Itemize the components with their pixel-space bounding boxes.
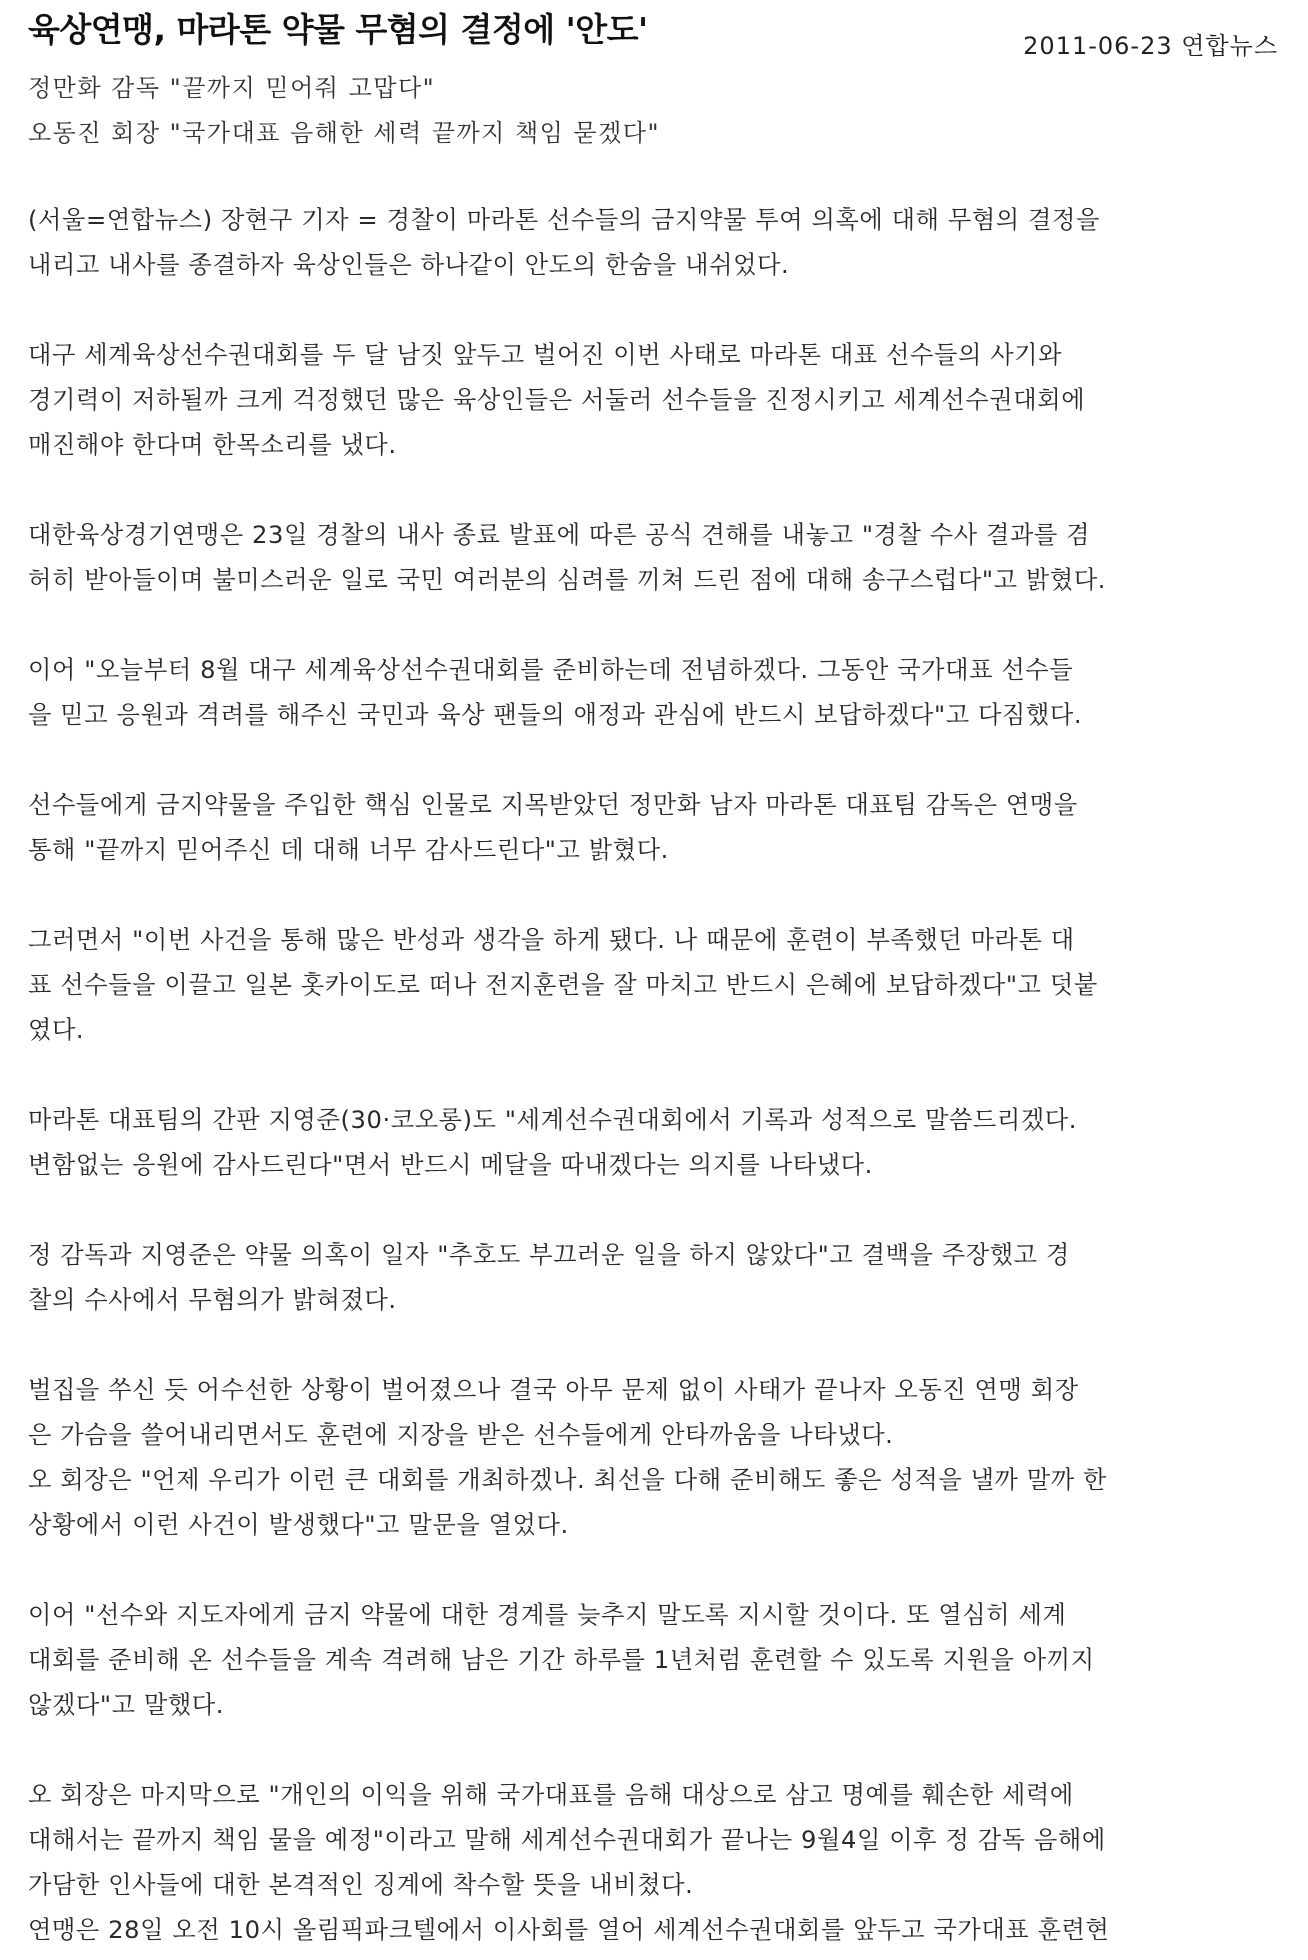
paragraph-line: 허히 받아들이며 불미스러운 일로 국민 여러분의 심려를 끼쳐 드린 점에 대해 송구스럽다"고 밝혔다. bbox=[28, 566, 1107, 594]
subhead: 정만화 감독 "끝까지 믿어줘 고맙다" bbox=[28, 74, 436, 102]
paragraph-line: 연맹은 28일 오전 10시 올림픽파크텔에서 이사회를 열어 세계선수권대회를 앞두고 국가대표 훈련현 bbox=[28, 1916, 1110, 1944]
paragraph-gap bbox=[28, 738, 1286, 783]
paragraph-line: 내리고 내사를 종결하자 육상인들은 하나같이 안도의 한숨을 내쉬었다. bbox=[28, 251, 790, 279]
article-paragraph bbox=[28, 1233, 1286, 1323]
paragraph-line: 통해 "끝까지 믿어주신 데 대해 너무 감사드린다"고 밝혔다. bbox=[28, 836, 669, 864]
paragraph-line: (서울=연합뉴스) 장현구 기자 = 경찰이 마라톤 선수들의 금지약물 투여 의혹에 대해 무혐의 결정을 bbox=[28, 206, 1100, 234]
paragraph-line: 은 가슴을 쓸어내리면서도 훈련에 지장을 받은 선수들에게 안타까움을 나타냈다. bbox=[28, 1421, 894, 1449]
paragraph-gap bbox=[28, 1053, 1286, 1098]
paragraph-line: 대한육상경기연맹은 23일 경찰의 내사 종료 발표에 따른 공식 견해를 내놓고 "경찰 수사 결과를 겸 bbox=[28, 521, 1091, 549]
paragraph-line: 대회를 준비해 온 선수들을 계속 격려해 남은 기간 하루를 1년처럼 훈련할 수 있도록 지원을 아끼지 bbox=[28, 1646, 1095, 1674]
paragraph-gap bbox=[28, 1728, 1286, 1773]
paragraph-line: 찰의 수사에서 무혐의가 밝혀졌다. bbox=[28, 1286, 397, 1314]
paragraph-line: 그러면서 "이번 사건을 통해 많은 반성과 생각을 하게 됐다. 나 때문에 훈련이 부족했던 마라톤 대 bbox=[28, 926, 1075, 954]
paragraph-line: 벌집을 쑤신 듯 어수선한 상황이 벌어졌으나 결국 아무 문제 없이 사태가 끝나자 오동진 연맹 회장 bbox=[28, 1376, 1079, 1404]
article-paragraph bbox=[28, 513, 1286, 603]
paragraph-gap bbox=[28, 1188, 1286, 1233]
paragraph-line: 표 선수들을 이끌고 일본 홋카이도로 떠나 전지훈련을 잘 마치고 반드시 은혜에 보답하겠다"고 덧붙 bbox=[28, 971, 1098, 999]
paragraph-gap bbox=[28, 288, 1286, 333]
article-paragraph bbox=[28, 1593, 1286, 1728]
paragraph-line: 이어 "선수와 지도자에게 금지 약물에 대한 경계를 늦추지 말도록 지시할 것이다. 또 열심히 세계 bbox=[28, 1601, 1067, 1629]
paragraph-line: 매진해야 한다며 한목소리를 냈다. bbox=[28, 431, 397, 459]
paragraph-line: 선수들에게 금지약물을 주입한 핵심 인물로 지목받았던 정만화 남자 마라톤 대표팀 감독은 연맹을 bbox=[28, 791, 1078, 819]
paragraph-line: 상황에서 이런 사건이 발생했다"고 말문을 열었다. bbox=[28, 1511, 569, 1539]
paragraph-line: 을 믿고 응원과 격려를 해주신 국민과 육상 팬들의 애정과 관심에 반드시 보답하겠다"고 다짐했다. bbox=[28, 701, 1083, 729]
paragraph-line: 오 회장은 "언제 우리가 이런 큰 대회를 개최하겠나. 최선을 다해 준비해도 좋은 성적을 낼까 말까 한 bbox=[28, 1466, 1107, 1494]
paragraph-gap bbox=[28, 603, 1286, 648]
paragraph-line: 않겠다"고 말했다. bbox=[28, 1691, 225, 1719]
article-headline: 육상연맹, 마라톤 약물 무혐의 결정에 '안도' bbox=[28, 10, 648, 49]
article-paragraph bbox=[28, 648, 1286, 738]
paragraph-line: 이어 "오늘부터 8월 대구 세계육상선수권대회를 준비하는데 전념하겠다. 그동안 국가대표 선수들 bbox=[28, 656, 1074, 684]
article-body bbox=[28, 198, 1286, 1953]
article-paragraph bbox=[28, 198, 1286, 288]
paragraph-line: 가담한 인사들에 대한 본격적인 징계에 착수할 뜻을 내비쳤다. bbox=[28, 1871, 694, 1899]
article-paragraph bbox=[28, 1368, 1286, 1548]
subhead: 오동진 회장 "국가대표 음해한 세력 끝까지 책임 묻겠다" bbox=[28, 119, 661, 147]
paragraph-line: 였다. bbox=[28, 1016, 85, 1044]
paragraph-gap bbox=[28, 1323, 1286, 1368]
paragraph-line: 변함없는 응원에 감사드린다"면서 반드시 메달을 따내겠다는 의지를 나타냈다. bbox=[28, 1151, 873, 1179]
article-subheads bbox=[28, 66, 660, 156]
article-paragraph bbox=[28, 1773, 1286, 1953]
article-paragraph bbox=[28, 1098, 1286, 1188]
article-paragraph bbox=[28, 783, 1286, 873]
paragraph-gap bbox=[28, 873, 1286, 918]
paragraph-line: 오 회장은 마지막으로 "개인의 이익을 위해 국가대표를 음해 대상으로 삼고 명예를 훼손한 세력에 bbox=[28, 1781, 1074, 1809]
article-paragraph bbox=[28, 918, 1286, 1053]
paragraph-line: 대해서는 끝까지 책임 물을 예정"이라고 말해 세계선수권대회가 끝나는 9월4일 이후 정 감독 음해에 bbox=[28, 1826, 1106, 1854]
paragraph-line: 경기력이 저하될까 크게 걱정했던 많은 육상인들은 서둘러 선수들을 진정시키고 세계선수권대회에 bbox=[28, 386, 1086, 414]
article-paragraph bbox=[28, 333, 1286, 468]
paragraph-line: 마라톤 대표팀의 간판 지영준(30·코오롱)도 "세계선수권대회에서 기록과 성적으로 말씀드리겠다. bbox=[28, 1106, 1078, 1134]
paragraph-gap bbox=[28, 468, 1286, 513]
paragraph-line: 정 감독과 지영준은 약물 의혹이 일자 "추호도 부끄러운 일을 하지 않았다"고 결백을 주장했고 경 bbox=[28, 1241, 1070, 1269]
paragraph-gap bbox=[28, 1548, 1286, 1593]
paragraph-line: 대구 세계육상선수권대회를 두 달 남짓 앞두고 벌어진 이번 사태로 마라톤 대표 선수들의 사기와 bbox=[28, 341, 1063, 369]
article-dateline: 2011-06-23 연합뉴스 bbox=[1023, 32, 1278, 60]
